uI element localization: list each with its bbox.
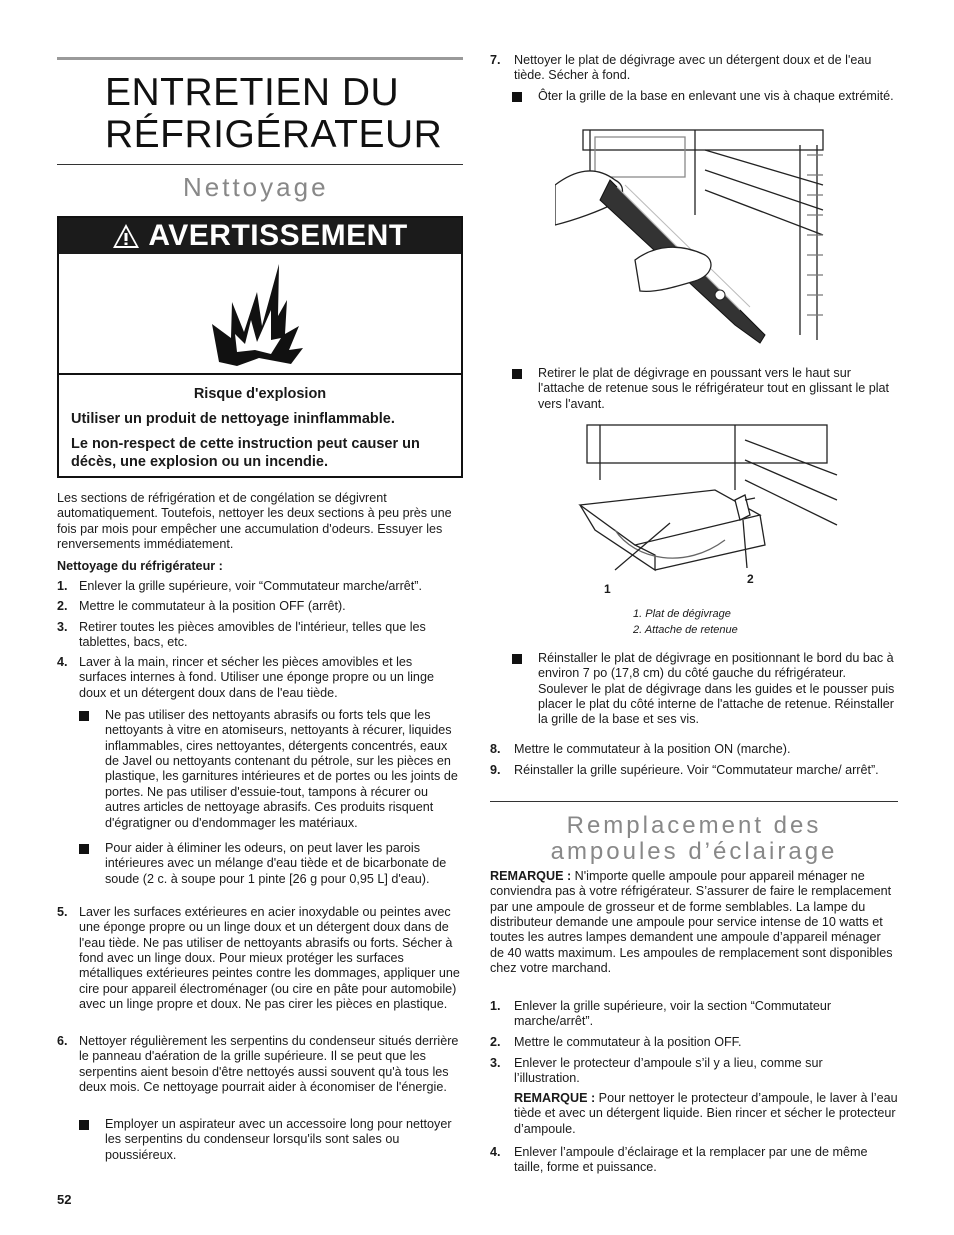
remarque-label: REMARQUE : [490, 869, 572, 883]
remarque2-paragraph: REMARQUE : Pour nettoyer le protecteur d’ampoule, le laver à l’eau tiède et avec un détergent liquide. Bien rincer et sécher le protecteur d’ampoule. [514, 1091, 898, 1136]
figure-caption-1: 1. Plat de dégivrage [633, 608, 731, 620]
remarque2-label: REMARQUE : [514, 1091, 596, 1105]
bullet-square-icon [512, 92, 522, 102]
list-item: 2. Mettre le commutateur à la position OFF (arrêt). [57, 599, 346, 613]
list-item: 6. Nettoyer régulièrement les serpentins du condenseur situés derrière le panneau d'aération de la grille supérieure. Il se peut que les serpentins aient besoin d'être nettoyés aussi souvent qu'à tous les deux mois. Ce nettoyage pourrait aider à économiser de l'énergie. [57, 1034, 459, 1095]
list-item: 2. Mettre le commutateur à la position OFF. [490, 1035, 742, 1049]
callout-2: 2 [747, 572, 754, 586]
explosion-icon [59, 254, 461, 375]
section-heading-nettoyage: Nettoyage [183, 172, 329, 202]
bullet-item: Employer un aspirateur avec un accessoire long pour nettoyer les serpentins du condenseur lorsqu'ils sont sales ou poussiéreux. [79, 1117, 463, 1163]
intro-paragraph: Les sections de réfrigération et de congélation se dégivrent automatiquement. Toutefois, nettoyer les deux sections à peu près une fois par mois pour empêcher une accumulation d'odeurs. Essuyer les renversements immédiatement. [57, 491, 452, 552]
list-item: 3. Enlever le protecteur d’ampoule s’il y a lieu, comme sur l’illustration. [490, 1056, 823, 1086]
cleaning-subheading: Nettoyage du réfrigérateur : [57, 559, 223, 573]
bullet-square-icon [512, 369, 522, 379]
page-title: ENTRETIEN DU RÉFRIGÉRATEUR [105, 71, 443, 156]
base-grille-illustration [555, 125, 830, 350]
bullet-square-icon [79, 844, 89, 854]
section-rule [490, 801, 898, 802]
section-heading-ampoules: Remplacement des ampoules d’éclairage [550, 812, 838, 866]
bullet-item: Ne pas utiliser des nettoyants abrasifs ou forts tels que les nettoyants à vitre en atomiseurs, nettoyants à récurer, liquides inflammables, cires nettoyantes, détergents concentrés, eaux de Javel ou nettoyants contenant du pétrole, sur les pièces en plastique, les garnitures intérieures et de portes ou les joints de portes. Ne pas utiliser d'essuie-tout, tampons à récurer ou autres articles de nettoyage abrasifs. Ces produits risquent d'égratigner ou d'endommager les matériaux. [79, 708, 463, 831]
bullet-square-icon [79, 711, 89, 721]
bullet-item: Réinstaller le plat de dégivrage en positionnant le bord du bac à environ 7 po (17,8 cm) du côté gauche du réfrigérateur. Soulever le plat de dégivrage dans les guides et le pousser puis placer le plat du côté interne de l'attache de retenue. Réinstaller la grille de la base et ses vis. [512, 651, 898, 728]
warning-header [59, 218, 461, 254]
warning-triangle-icon [112, 223, 140, 249]
bullet-item: Retirer le plat de dégivrage en poussant vers le haut sur l'attache de retenue sous le réfrigérateur tout en glissant le plat vers l'avant. [512, 366, 896, 412]
list-item: 7. Nettoyer le plat de dégivrage avec un détergent doux et de l'eau tiède. Sécher à fond. [490, 53, 872, 83]
list-item: 1. Enlever la grille supérieure, voir “Commutateur marche/arrêt”. [57, 579, 422, 593]
remarque-paragraph: REMARQUE : N'importe quelle ampoule pour appareil ménager ne conviendra pas à votre réfrigérateur. S’assurer de faire le remplacement par une ampoule de grosseur et de forme semblables. La lampe du distributeur demande une ampoule pour service intense de 10 watts et toutes les autres lampes demandent une ampoule d’appareil ménager de 40 watts maximum. Les ampoules de remplacement sont disponibles chez votre marchand. [490, 869, 893, 976]
warning-line2: Le non-respect de cette instruction peut causer un décès, une explosion ou un incendie. [71, 436, 420, 471]
warning-header-text: AVERTISSEMENT [148, 218, 408, 252]
list-item: 5. Laver les surfaces extérieures en acier inoxydable ou peintes avec une éponge propre ou un linge doux et un détergent doux dans de l'eau tiède. Ne pas utiliser de nettoyants abrasifs ou forts. Sécher à fond avec un linge doux. Pour mieux protéger les surfaces métalliques extérieures peintes contre les dommages, appliquer une cire pour appareil électroménager (ou cire en pâte pour automobile) avec un linge propre et doux. Ne pas cirer les pièces en plastique. [57, 905, 460, 1012]
bullet-item: Pour aider à éliminer les odeurs, on peut laver les parois intérieures avec un mélange d'eau tiède et de bicarbonate de soude (2 c. à soupe pour 1 pinte [26 g pour 0,95 L] d'eau). [79, 841, 463, 887]
warning-line1: Utiliser un produit de nettoyage ininflammable. [71, 411, 395, 428]
page-number: 52 [57, 1192, 72, 1207]
callout-1: 1 [604, 582, 611, 596]
bullet-item: Ôter la grille de la base en enlevant une vis à chaque extrémité. [512, 89, 896, 106]
bullet-square-icon [512, 654, 522, 664]
warning-box [57, 216, 463, 478]
list-item: 3. Retirer toutes les pièces amovibles de l'intérieur, telles que les tablettes, bacs, etc. [57, 620, 426, 650]
defrost-pan-illustration [575, 420, 840, 600]
warning-risk: Risque d'explosion [193, 386, 327, 402]
list-item: 4. Laver à la main, rincer et sécher les pièces amovibles et les surfaces internes à fond. Utiliser une éponge propre ou un linge doux et un détergent doux dans de l'eau tiède. [57, 655, 434, 700]
bullet-square-icon [79, 1120, 89, 1130]
title-rule [57, 164, 463, 165]
list-item: 8. Mettre le commutateur à la position ON (marche). [490, 742, 791, 756]
top-rule [57, 57, 463, 60]
list-item: 9. Réinstaller la grille supérieure. Voir “Commutateur marche/ arrêt”. [490, 763, 879, 777]
list-item: 1. Enlever la grille supérieure, voir la section “Commutateur marche/arrêt”. [490, 999, 832, 1029]
list-item: 4. Enlever l’ampoule d’éclairage et la remplacer par une de même taille, forme et puissance. [490, 1145, 868, 1175]
figure-caption-2: 2. Attache de retenue [633, 624, 738, 636]
